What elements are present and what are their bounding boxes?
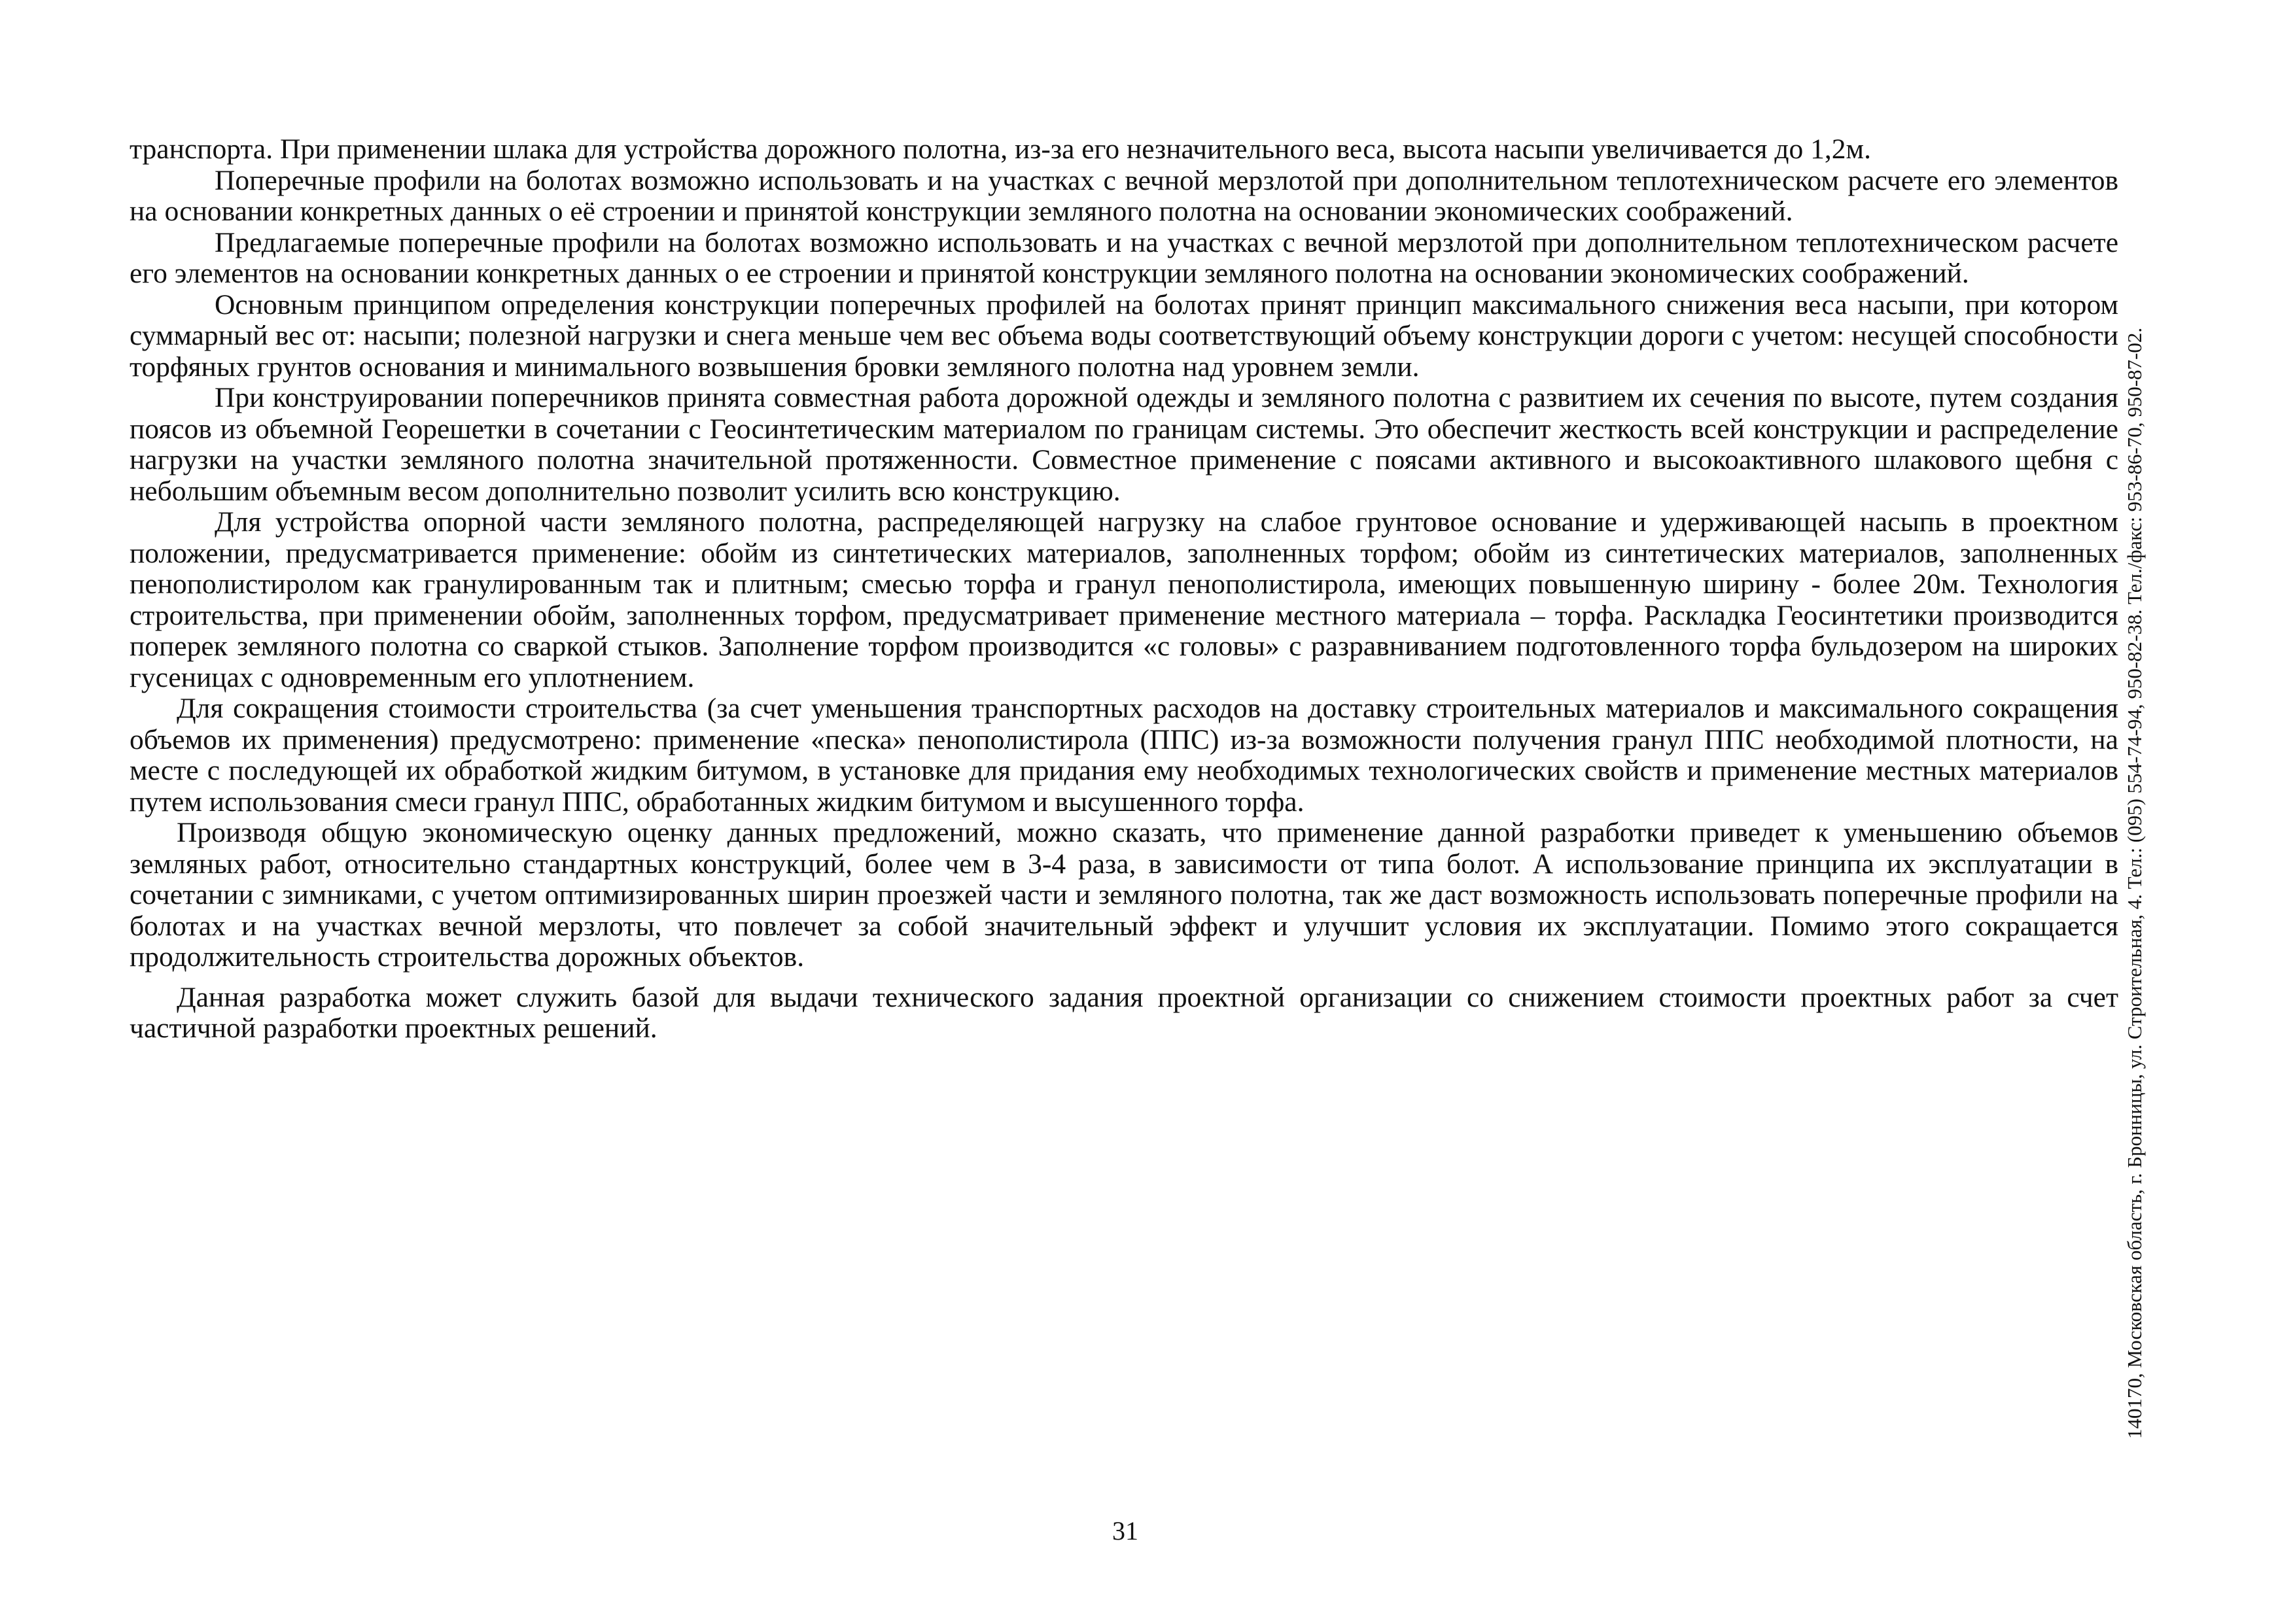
paragraph: Основным принципом определения конструкции поперечных профилей на болотах принят принцип максимального снижения веса насыпи, при котором суммарный вес от: насыпи; полезной нагрузки и снега меньше чем вес объема воды соответствующий объему конструкции дороги с учетом: несущей способности торфяных грунтов основания и минимального возвышения бровки земляного полотна над уровнем земли.	[130, 288, 2118, 383]
paragraph: Производя общую экономическую оценку данных предложений, можно сказать, что применение данной разработки приведет к уменьшению объемов земляных работ, относительно стандартных конструкций, более чем в 3-4 раза, в зависимости от типа болот. А использование принципа их эксплуатации в сочетании с зимниками, с учетом оптимизированных ширин проезжей части и земляного полотна, так же даст возможность использовать поперечные профили на болотах и на участках вечной мерзлоты, что повлечет за собой значительный эффект и улучшит условия их эксплуатации. Помимо этого сокращается продолжительность строительства дорожных объектов.	[130, 817, 2118, 973]
paragraph: Для устройства опорной части земляного полотна, распределяющей нагрузку на слабое грунтовое основание и удерживающей насыпь в проектном положении, предусматривается применение: обойм из синтетических материалов, заполненных торфом; обойм из синтетических материалов, заполненных пенополистиролом как гранулированным так и плитным; смесью торфа и гранул пенополистирола, имеющих повышенную ширину - более 20м. Технология строительства, при применении обойм, заполненных торфом, предусматривает применение местного материала – торфа. Раскладка Геосинтетики производится поперек земляного полотна со сваркой стыков. Заполнение торфом производится «с головы» с разравниванием подготовленного торфа бульдозером на широких гусеницах с одновременным его уплотнением.	[130, 506, 2118, 693]
page-number: 31	[1112, 1516, 1138, 1546]
paragraph: При конструировании поперечников принята совместная работа дорожной одежды и земляного полотна с развитием их сечения по высоте, путем создания поясов из объемной Георешетки в сочетании с Геосинтетическим материалом по границам системы. Это обеспечит жесткость всей конструкции и распределение нагрузки на участки земляного полотна значительной протяженности. Совместное применение с поясами активного и высокоактивного шлакового щебня с небольшим объемным весом дополнительно позволит усилить всю конструкцию.	[130, 382, 2118, 507]
paragraph: транспорта. При применении шлака для устройства дорожного полотна, из-за его незначительного веса, высота насыпи увеличивается до 1,2м.	[130, 133, 1871, 165]
paragraph: Поперечные профили на болотах возможно использовать и на участках с вечной мерзлотой при дополнительном теплотехническом расчете его элементов на основании конкретных данных о её строении и принятой конструкции земляного полотна на основании экономических соображений.	[130, 164, 2118, 227]
side-address: 140170, Московская область, г. Бронницы, ул. Строительная, 4. Тел.: (095) 554-74-94, 950-82-38. Тел./факс: 953-86-70, 950-87-02.	[2123, 327, 2146, 1439]
paragraph: Данная разработка может служить базой для выдачи технического задания проектной организации со снижением стоимости проектных работ за счет частичной разработки проектных решений.	[130, 981, 2118, 1044]
paragraph: Для сокращения стоимости строительства (за счет уменьшения транспортных расходов на доставку строительных материалов и максимального сокращения объемов их применения) предусмотрено: применение «песка» пенополистирола (ППС) из-за возможности получения гранул ППС необходимой плотности, на месте с последующей их обработкой жидким битумом, в установке для придания ему необходимых технологических свойств и применение местных материалов путем использования смеси гранул ППС, обработанных жидким битумом и высушенного торфа.	[130, 693, 2118, 818]
paragraph: Предлагаемые поперечные профили на болотах возможно использовать и на участках с вечной мерзлотой при дополнительном теплотехническом расчете его элементов на основании конкретных данных о ее строении и принятой конструкции земляного полотна на основании экономических соображений.	[130, 226, 2118, 289]
body-text	[130, 134, 2118, 1045]
